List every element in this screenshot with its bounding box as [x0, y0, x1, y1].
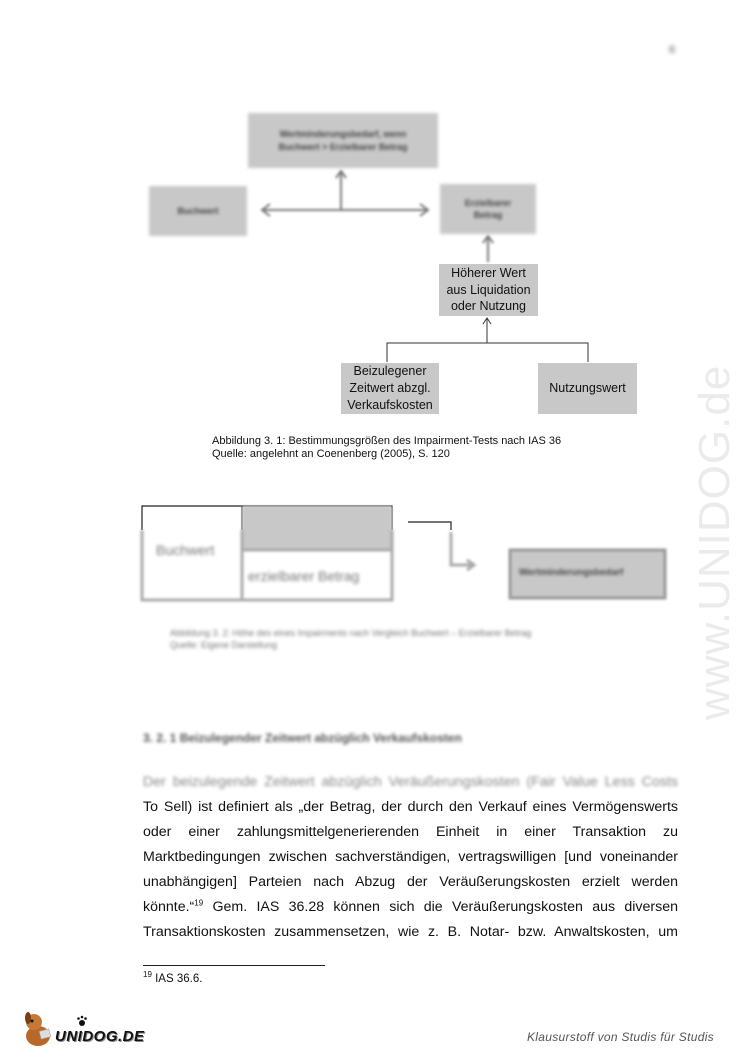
paragraph-line: Transaktionskosten zusammensetzen, wie z. B. Notar- bzw. Anwaltskosten, um [143, 924, 678, 940]
paragraph-line: Marktbedingungen zwischen sachverständigen, vertragswilligen [und voneinander [143, 849, 678, 865]
footer-tagline: Klausurstoff von Studis für Studis [527, 1030, 714, 1044]
arrow-to-result [451, 532, 473, 565]
footnote-number: 19 [143, 970, 152, 980]
line-text: könnte.“ [143, 899, 195, 915]
section-heading: 3. 2. 1 Beizulegender Zeitwert abzüglich Verkaufskosten [143, 731, 462, 745]
dog-mascot-icon [20, 1010, 56, 1048]
figure-2-caption-source: Quelle: Eigene Darstellung [170, 640, 278, 650]
page-number: 6 [669, 44, 676, 56]
label-erzielbarer-betrag: erzielbarer Betrag [248, 568, 360, 584]
paragraph-line: To Sell) ist definiert als „der Betrag, der durch den Verkauf eines Vermögenswerts [143, 799, 678, 815]
line-text: Gem. IAS 36.28 können sich die Veräußerungskosten aus diversen [203, 899, 678, 915]
watermark: www.UNIDOG.de [690, 364, 739, 720]
body-paragraph [143, 770, 678, 945]
figure-2-caption [170, 627, 531, 651]
box-text: Wertminderungsbedarf, wenn [279, 129, 407, 140]
box-text: Zeitwert abzgl. [349, 381, 431, 396]
box-text: Buchwert [177, 205, 219, 216]
logo-text[interactable]: UNIDOG.DE [55, 1028, 145, 1045]
paw-icon [76, 1015, 88, 1027]
connector-to-result [408, 522, 451, 530]
box-text: Nutzungswert [549, 381, 626, 396]
impairment-region [242, 506, 392, 550]
paragraph-line: unabhängigen] Parteien nach Abzug der Veräußerungskosten erzielt werden [143, 874, 678, 890]
footnote [143, 970, 203, 985]
footnote-reference[interactable]: 19 [194, 898, 204, 908]
label-wertminderungsbedarf: Wertminderungsbedarf [519, 567, 624, 578]
box-text: Verkaufskosten [347, 397, 433, 412]
box-text: Erzielbarer [464, 197, 512, 208]
box-text: oder Nutzung [450, 299, 527, 314]
label-buchwert: Buchwert [156, 542, 215, 558]
figure-2-caption-title: Abbildung 3. 2: Höhe des eines Impairments nach Vergleich Buchwert – Erzielbarer Betrag [170, 628, 532, 638]
box-text: Buchwert > Erzielbarer Betrag [278, 141, 408, 152]
paragraph-line: Der beizulegende Zeitwert abzüglich Veräußerungskosten (Fair Value Less Costs [143, 774, 678, 790]
paragraph-line: oder einer zahlungsmittelgenerierenden Einheit in einer Transaktion zu [143, 824, 678, 840]
bracket-buchwert [142, 506, 242, 530]
paragraph-line [143, 895, 678, 920]
box-text: Beizulegener [353, 364, 427, 379]
footnote-text: IAS 36.6. [151, 973, 203, 985]
box-text: Betrag [473, 210, 503, 220]
box-text: Höherer Wert [451, 265, 526, 280]
figure-1-caption-title: Abbildung 3. 1: Bestimmungsgrößen des Impairment-Tests nach IAS 36 [212, 435, 562, 447]
figure-1-caption-source: Quelle: angelehnt an Coenenberg (2005), S. 120 [212, 448, 450, 460]
box-text: aus Liquidation [446, 282, 531, 297]
footnote-divider [143, 965, 325, 966]
